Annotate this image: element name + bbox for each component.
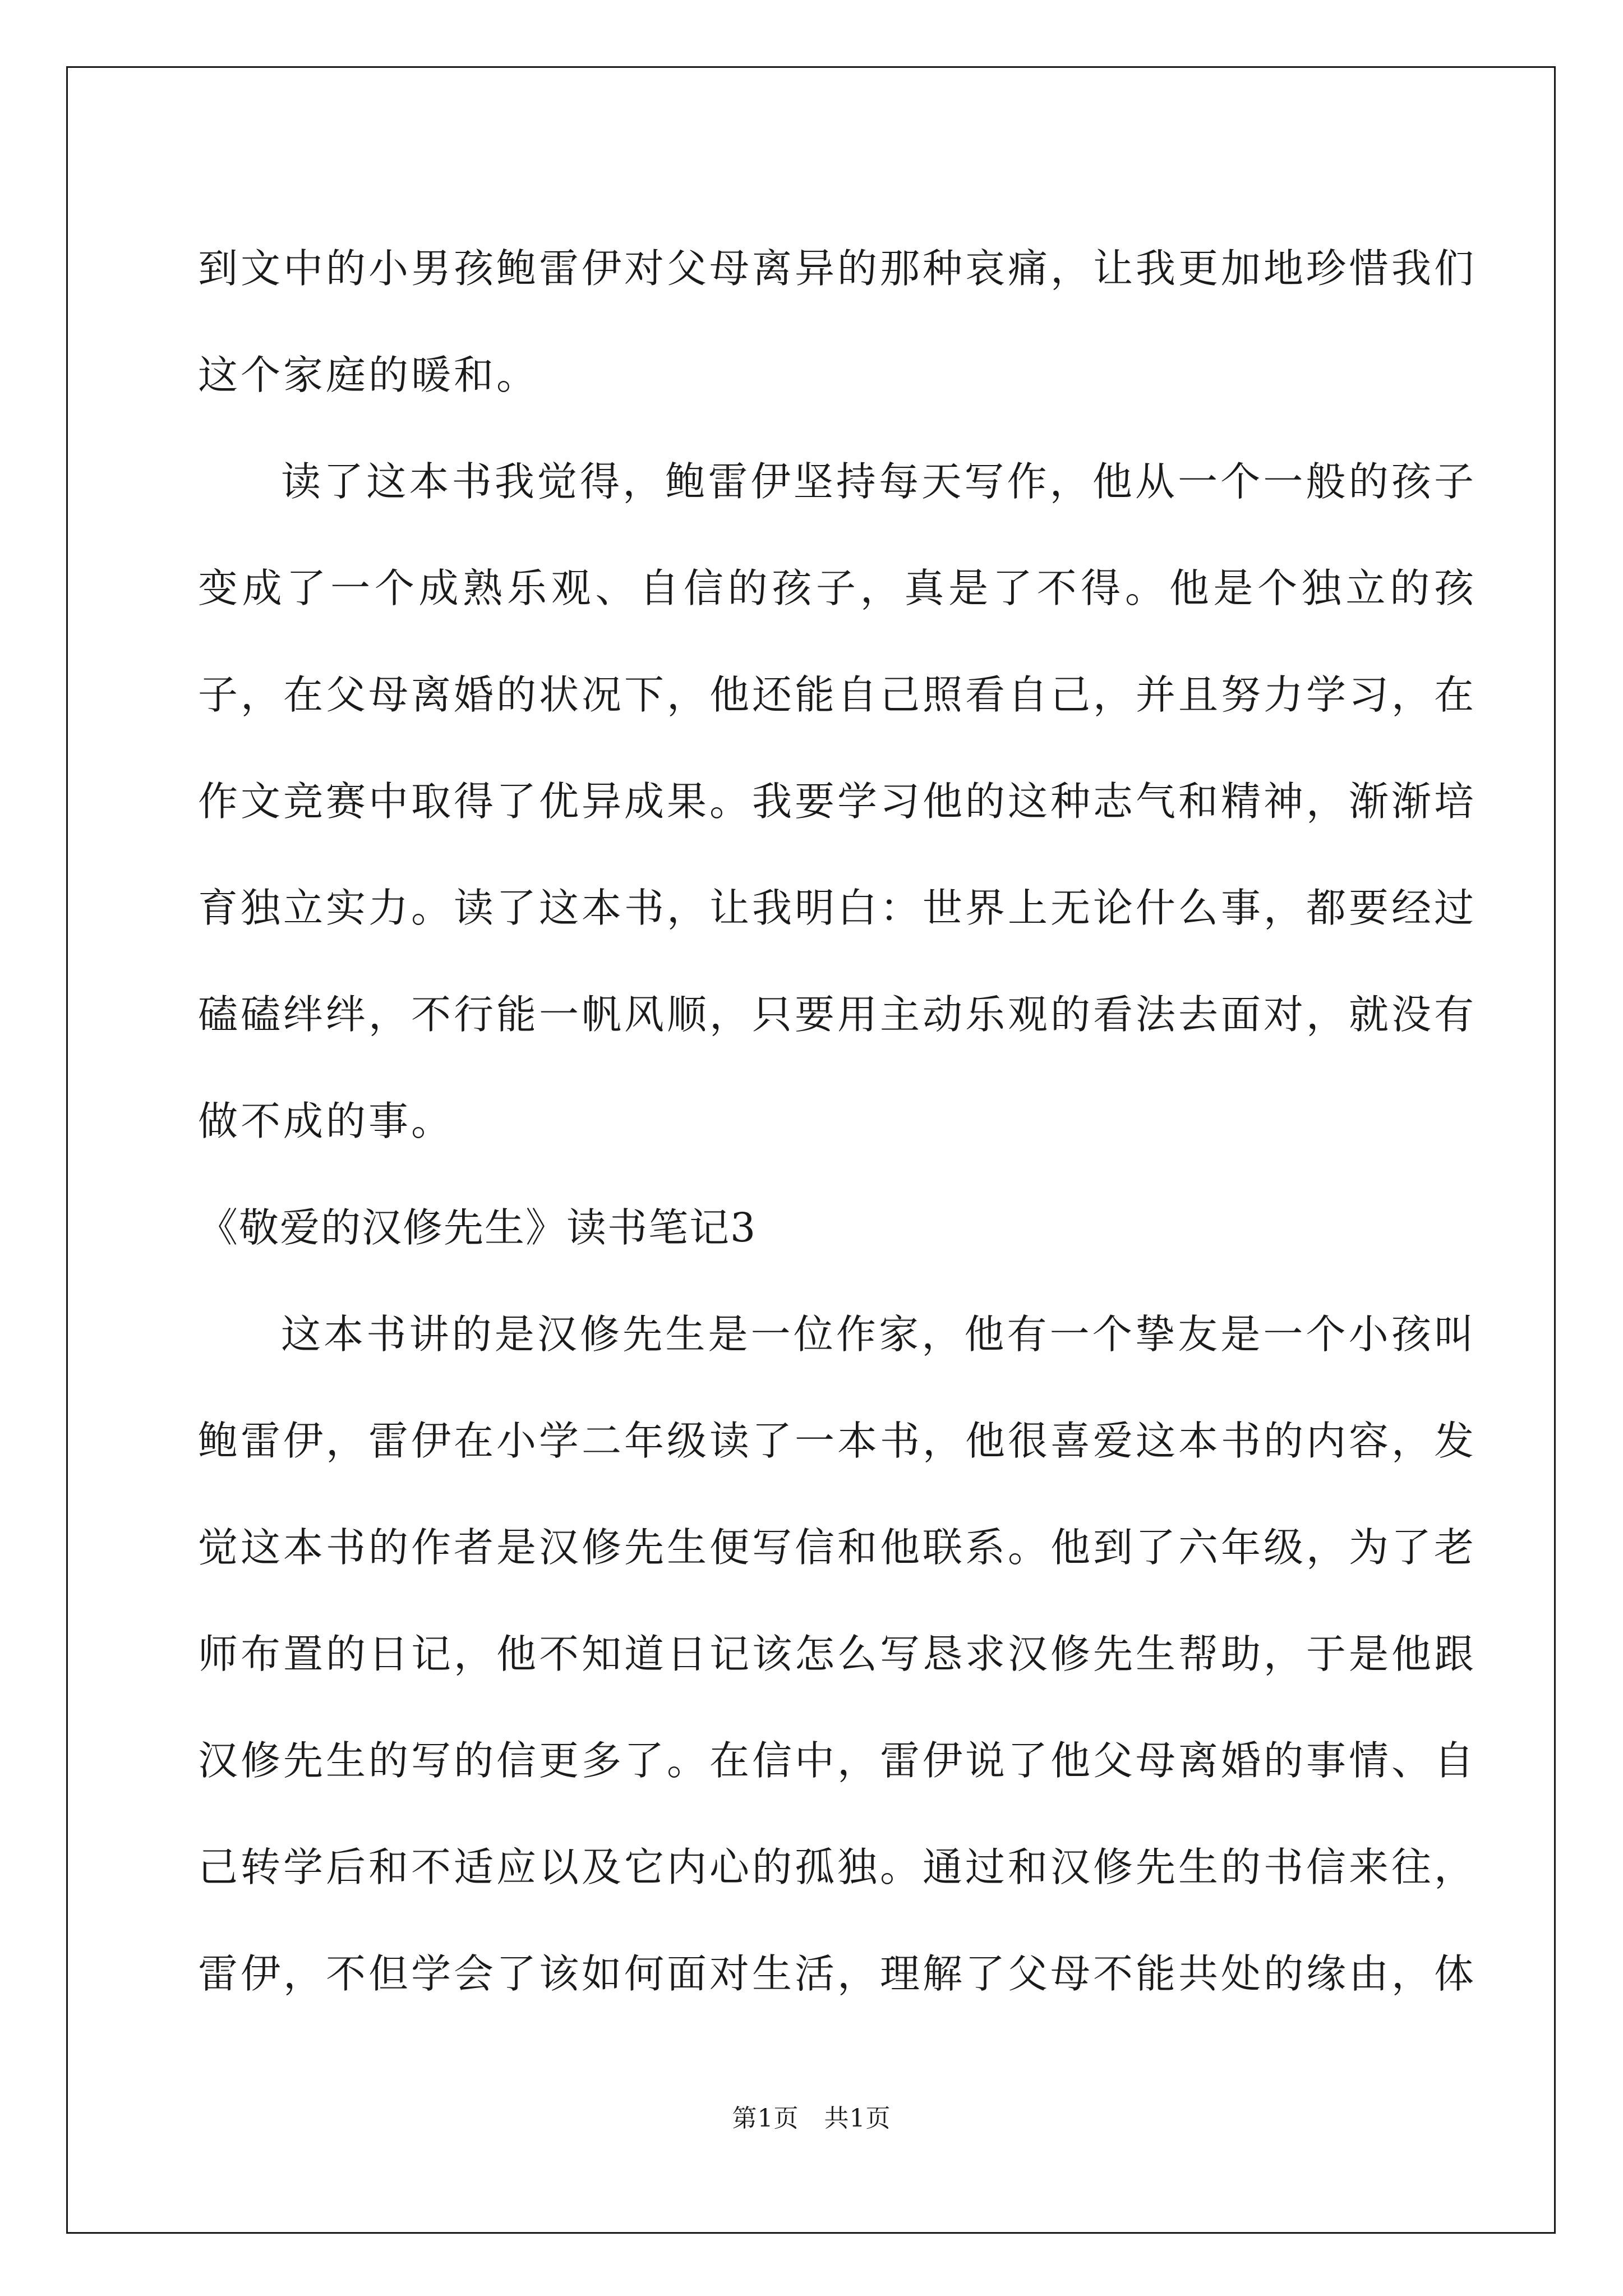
page-total: 共1页 — [824, 2104, 891, 2133]
paragraph-reflection: 读了这本书我觉得，鲍雷伊坚持每天写作，他从一个一般的孩子变成了一个成熟乐观、自信的孩子，真是了不得。他是个独立的孩子，在父母离婚的状况下，他还能自己照看自己，并且努力学习，在作文竞赛中取得了优异成果。我要学习他的这种志气和精神，渐渐培育独立实力。读了这本书，让我明白：世界上无论什么事，都要经过磕磕绊绊，不行能一帆风顺，只要用主动乐观的看法去面对，就没有做不成的事。 — [198, 458, 1477, 1144]
page-number: 第1页 — [732, 2104, 799, 2133]
page-footer — [0, 2098, 1623, 2134]
section-heading: 《敬爱的汉修先生》读书笔记3 — [198, 1204, 757, 1251]
document-body — [198, 215, 1477, 2027]
paragraph-summary: 这本书讲的是汉修先生是一位作家，他有一个挚友是一个小孩叫鲍雷伊，雷伊在小学二年级读了一本书，他很喜爱这本书的内容，发觉这本书的作者是汉修先生便写信和他联系。他到了六年级，为了老师布置的日记，他不知道日记该怎么写恳求汉修先生帮助，于是他跟汉修先生的写的信更多了。在信中，雷伊说了他父母离婚的事情、自己转学后和不适应以及它内心的孤独。通过和汉修先生的书信来往，雷伊，不但学会了该如何面对生活，理解了父母不能共处的缘由，体 — [198, 1311, 1477, 1997]
paragraph-continuation: 到文中的小男孩鲍雷伊对父母离异的那种哀痛，让我更加地珍惜我们这个家庭的暖和。 — [198, 245, 1477, 398]
